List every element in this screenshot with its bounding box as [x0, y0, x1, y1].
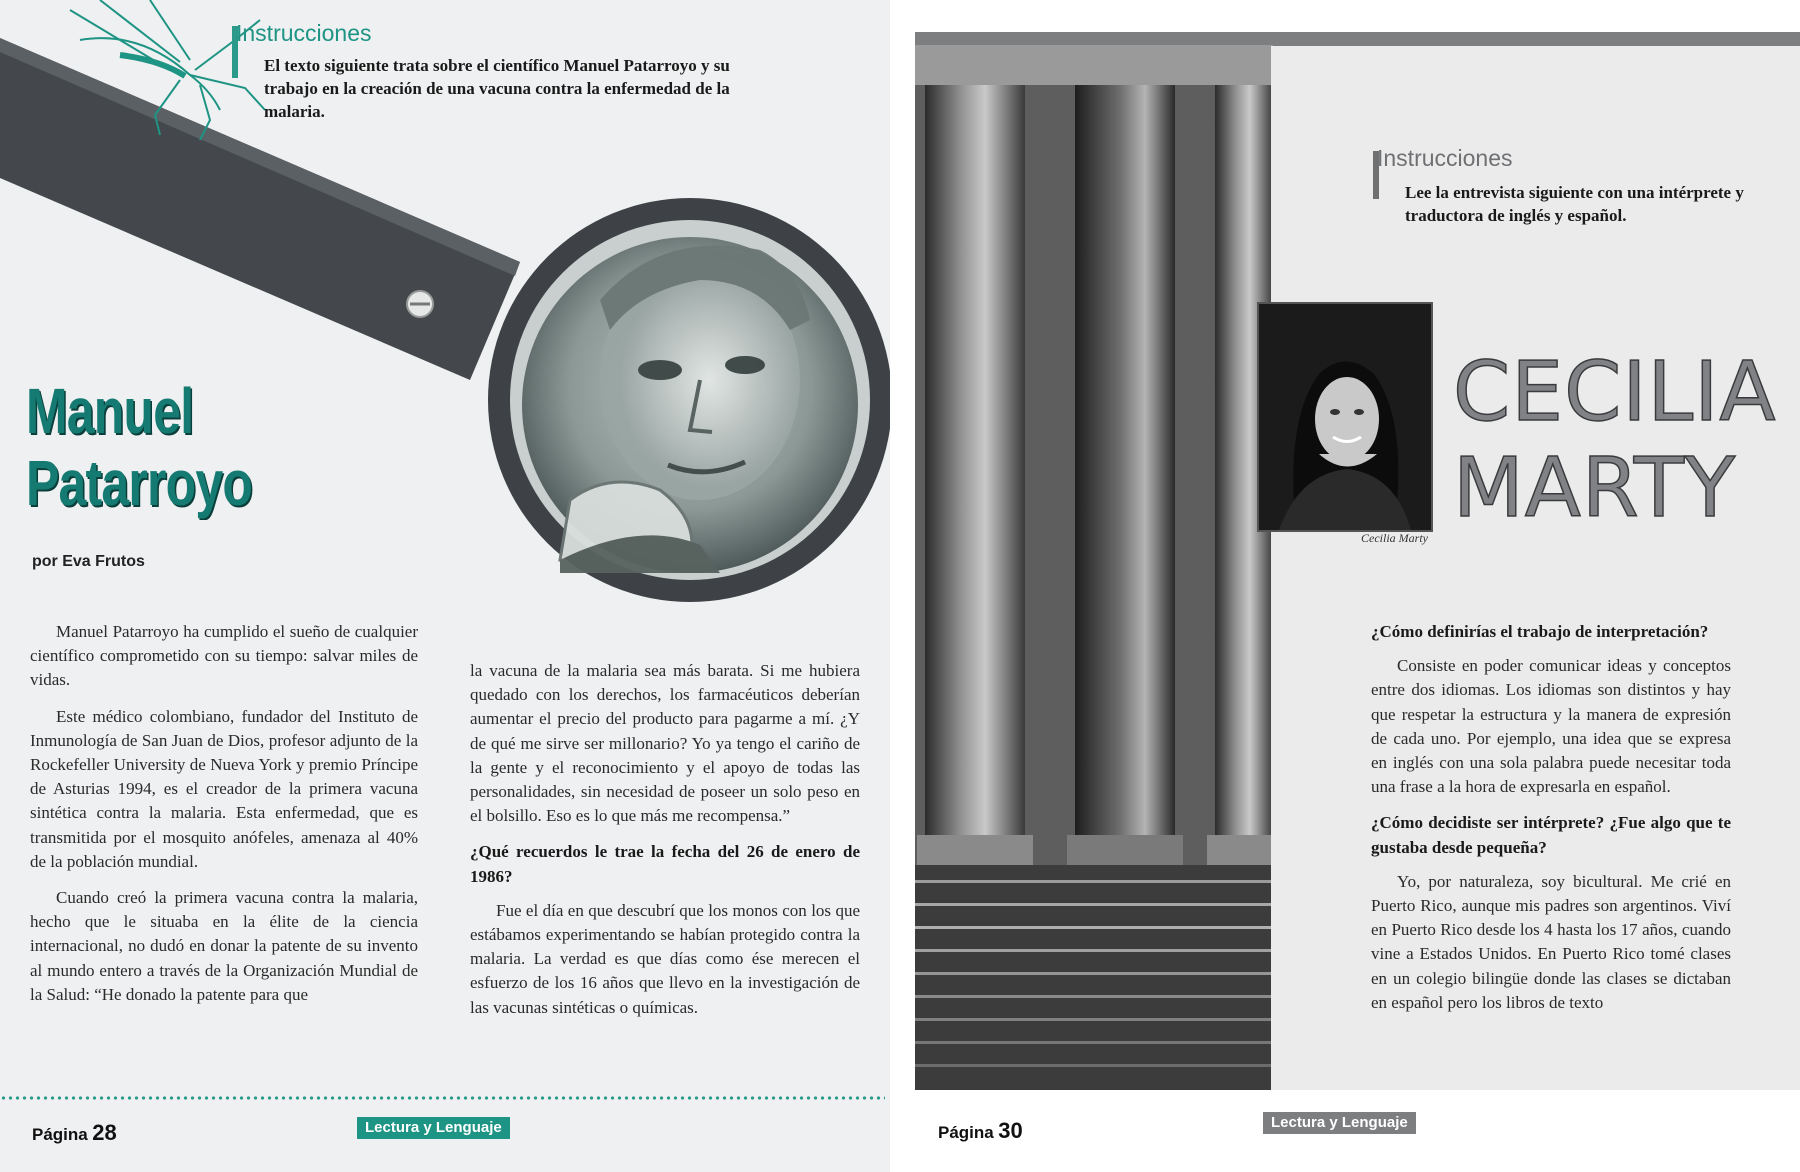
byline: por Eva Frutos — [32, 553, 145, 570]
page-number-value: 28 — [92, 1120, 117, 1145]
right-instructions — [1373, 145, 1793, 235]
left-instructions — [232, 20, 752, 130]
left-column-2 — [470, 659, 860, 1032]
paragraph: Manuel Patarroyo ha cumplido el sueño de cualquier científico comprometido con su tiempo: salvar miles de vidas. — [30, 622, 418, 690]
paragraph: la vacuna de la malaria sea más barata. Si me hubiera quedado con los derechos, los farmacéuticos deberían aumentar el precio del producto para pagarme a mí. ¿Y de qué me sirve ser millonario? Yo ya tengo el cariño de la gente y el reconocimiento y el apoyo de todas las personalidades, sin necesidad de poseer un solo peso en el bolsillo. Eso es lo que más me recompensa.” — [470, 661, 860, 826]
title-line-1: CECILIA — [1453, 345, 1777, 440]
instructions-title: Instrucciones — [1377, 145, 1513, 171]
footer-dotted-rule — [0, 1096, 885, 1100]
stairs — [915, 865, 1273, 1090]
page-number — [938, 1118, 1023, 1144]
portrait-caption: Cecilia Marty — [1361, 531, 1428, 545]
instructions-text: El texto siguiente trata sobre el científico Manuel Patarroyo y su trabajo en la creación de una vacuna contra la enfermedad de la malaria. — [264, 56, 730, 121]
paragraph: Fue el día en que descubrí que los monos con los que estábamos experimentando se habían protegido contra la malaria. La verdad es que días como ése merecen el esfuerzo de los 16 años que llevo en la investigación de las vacunas sintéticas o químicas. — [470, 900, 860, 1017]
title-line-1: Manuel — [26, 375, 194, 447]
left-column-1 — [30, 620, 418, 1019]
page-word: Página — [32, 1125, 88, 1144]
interview-question: ¿Cómo decidiste ser intérprete? ¿Fue algo que te gustaba desde pequeña? — [1371, 813, 1731, 857]
interview-question: ¿Cómo definirías el trabajo de interpretación? — [1371, 622, 1709, 641]
cecilia-portrait — [1257, 302, 1433, 532]
page-number-value: 30 — [998, 1118, 1023, 1143]
title-line-2: MARTY — [1453, 441, 1737, 536]
paragraph: Cuando creó la primera vacuna contra la malaria, hecho que le situaba en la élite de la ciencia internacional, no dudó en donar la patente de su invento al mundo entero a través de la Organización Mundial de la Salud: “He donado la patente para que — [30, 888, 418, 1004]
section-badge: Lectura y Lenguaje — [357, 1117, 510, 1139]
interview-column — [1371, 620, 1731, 1027]
left-page — [0, 0, 890, 1172]
instructions-title: Instrucciones — [236, 20, 372, 46]
instructions-text: Lee la entrevista siguiente con una intérprete y traductora de inglés y español. — [1405, 183, 1744, 225]
interview-question: ¿Qué recuerdos le trae la fecha del 26 de enero de 1986? — [470, 842, 860, 886]
paragraph: Este médico colombiano, fundador del Instituto de Inmunología de San Juan de Dios, profesor adjunto de la Rockefeller University de Nueva York y premio Príncipe de Asturias 1994, es el creador de la primera vacuna sintética contra la malaria. Esta enfermedad, que es transmitida por el mosquito anófeles, amenaza al 40% de la población mundial. — [30, 706, 418, 871]
paragraph: Consiste en poder comunicar ideas y conceptos entre dos idiomas. Los idiomas son distintos y hay que respetar la estructura y la manera de expresión de cada uno. Por ejemplo, una idea que se expresa en inglés con una sola palabra puede necesitar toda una frase a la hora de expresarla en español. — [1371, 656, 1731, 797]
section-badge: Lectura y Lenguaje — [1263, 1112, 1416, 1134]
page-number — [32, 1120, 117, 1146]
page-word: Página — [938, 1123, 994, 1142]
interview-title — [1453, 345, 1776, 537]
right-page — [915, 0, 1800, 1172]
columns-stairs-photo — [915, 45, 1273, 1090]
top-rule — [915, 32, 1800, 46]
paragraph: Yo, por naturaleza, soy bicultural. Me crié en Puerto Rico, aunque mis padres son argentinos. Viví en Puerto Rico desde los 4 hasta los 17 años, cuando vine a Estados Unidos. En Puerto Rico tomé clases en un colegio bilingüe donde las clases se dictaban en español pero los libros de texto — [1371, 871, 1731, 1012]
title-line-2: Patarroyo — [26, 447, 253, 519]
article-title — [26, 375, 252, 519]
